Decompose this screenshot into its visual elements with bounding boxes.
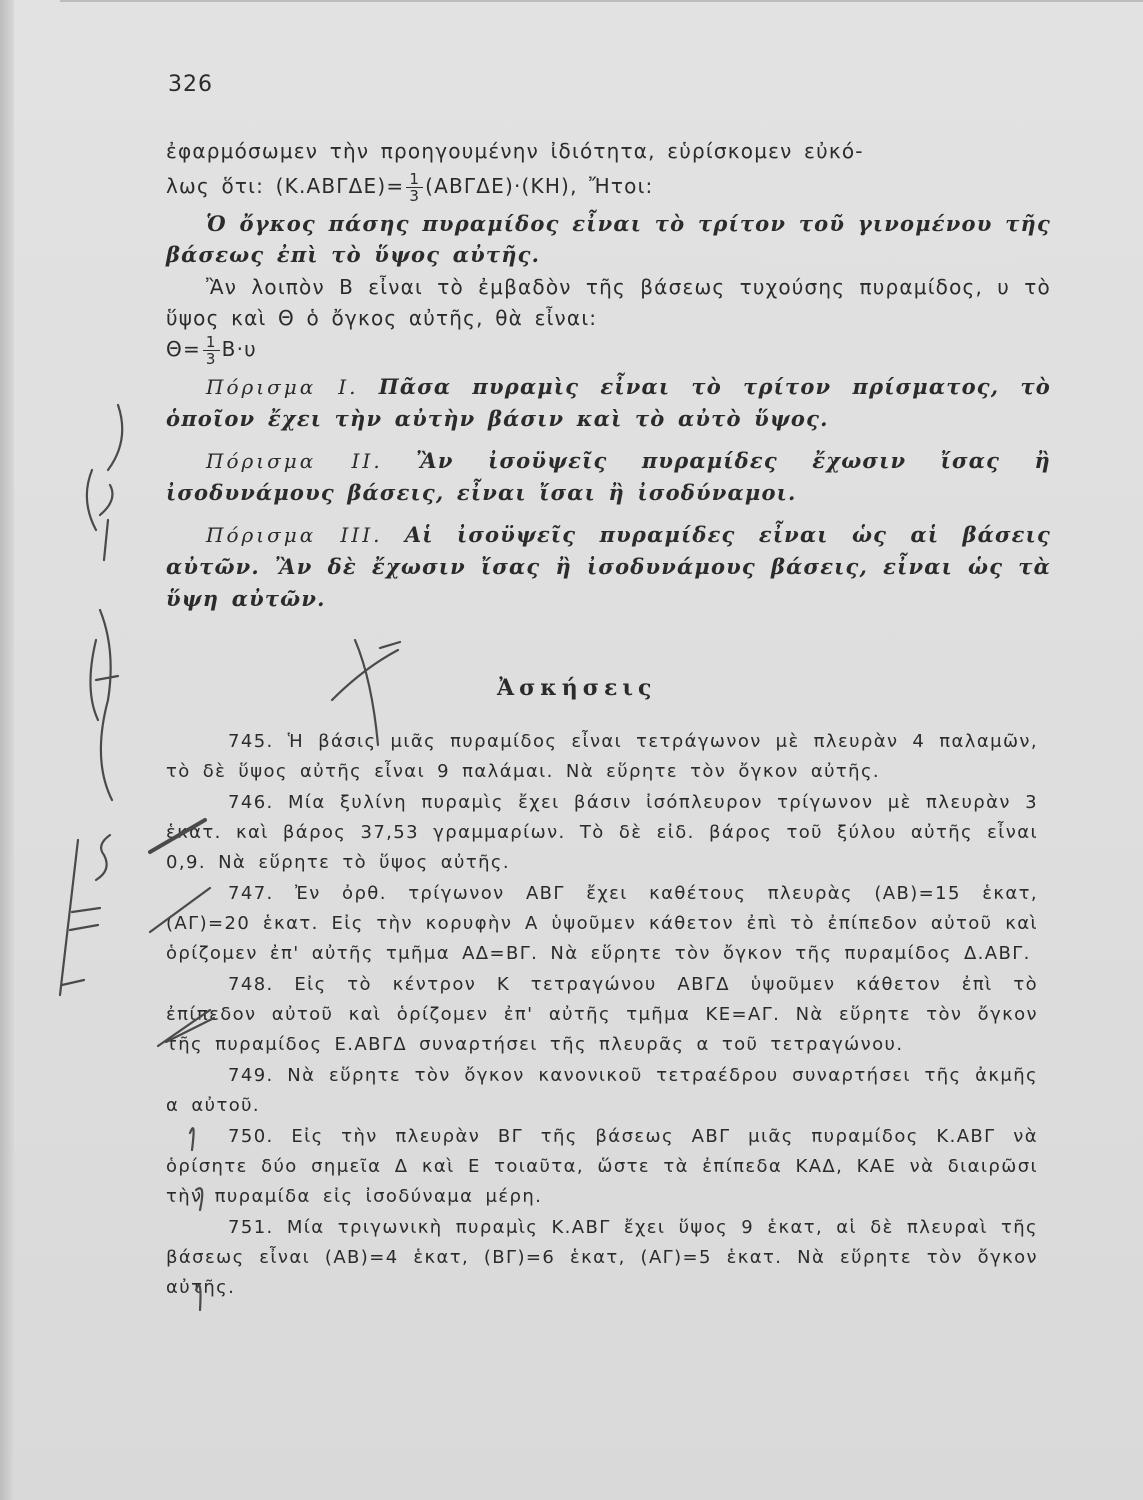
corollary-1-label: Πόρισμα Ι.	[206, 375, 359, 399]
exercise-tick-marks	[150, 820, 214, 1310]
corollary-1-text: Πᾶσα πυραμὶς εἶναι τὸ τρίτον πρίσματος, τὸ ὁποῖον ἔχει τὴν αὐτὴν βάσιν καὶ τὸ αὐτὸ ὕψος.	[166, 374, 1052, 431]
corollary-2-label: Πόρισμα ΙΙ.	[206, 449, 383, 473]
exercise-749: 749. Νὰ εὕρητε τὸν ὄγκον κανονικοῦ τετραέδρου συναρτήσει τῆς ἀκμῆς α αὐτοῦ.	[166, 1065, 1038, 1116]
exercise-750: 750. Εἰς τὴν πλευρὰν ΒΓ τῆς βάσεως ΑΒΓ μιᾶς πυραμίδος Κ.ΑΒΓ νὰ ὁρίσητε δύο σημεῖα Δ καὶ Ε τοιαῦτα, ὥστε τὰ ἐπίπεδα ΚΑΔ, ΚΑΕ νὰ διαιρῶσι τὴν πυραμίδα εἰς ἰσοδύναμα μέρη.	[166, 1126, 1038, 1207]
theorem-statement: Ὁ ὄγκος πάσης πυραμίδος εἶναι τὸ τρίτον τοῦ γινομένου τῆς βάσεως ἐπὶ τὸ ὕψος αὐτῆς.	[166, 211, 1051, 267]
intro-line-2-post: (ΑΒΓΔΕ)·(ΚΗ), Ἤτοι:	[425, 174, 654, 198]
corollary-3-text: Αἱ ἰσοϋψεῖς πυραμίδες εἶναι ὡς αἱ βάσεις αὐτῶν. Ἂν δὲ ἔχωσιν ἴσας ἢ ἰσοδυνάμους βάσεις, εἶναι ὡς τὰ ὕψη αὐτῶν.	[166, 522, 1051, 611]
exercises-heading: Ἀσκήσεις	[497, 675, 657, 701]
exercise-745: 745. Ἡ βάσις μιᾶς πυραμίδος εἶναι τετράγωνον μὲ πλευρὰν 4 παλαμῶν, τὸ δὲ ὕψος αὐτῆς εἶναι 9 παλάμαι. Νὰ εὕρητε τὸν ὄγκον αὐτῆς.	[166, 731, 1038, 782]
intro-fraction: $\frac{1}{3}$	[406, 171, 423, 204]
volume-paragraph: Ἂν λοιπὸν Β εἶναι τὸ ἐμβαδὸν τῆς βάσεως τυχούσης πυραμίδος, υ τὸ ὕψος καὶ Θ ὁ ὄγκος αὐτῆς, θὰ εἶναι:	[166, 275, 1051, 330]
formula-fraction: $\frac{1}{3}$	[203, 334, 220, 367]
heading-cross-mark	[332, 640, 400, 745]
exercise-748: 748. Εἰς τὸ κέντρον Κ τετραγώνου ΑΒΓΔ ὑψοῦμεν κάθετον ἐπὶ τὸ ἐπίπεδον αὐτοῦ καὶ ὁρίζομεν ἐπ' αὐτῆς τμῆμα ΚΕ=ΑΓ. Νὰ εὕρητε τὸν ὄγκον τῆς πυραμίδος Ε.ΑΒΓΔ συναρτήσει τῆς πλευρᾶς α τοῦ τετραγώνου.	[166, 974, 1038, 1055]
exercise-751: 751. Μία τριγωνικὴ πυραμὶς Κ.ΑΒΓ ἔχει ὕψος 9 ἑκατ, αἱ δὲ πλευραὶ τῆς βάσεως εἶναι (ΑΒ)=4 ἑκατ, (ΒΓ)=6 ἑκατ, (ΑΓ)=5 ἑκατ. Νὰ εὕρητε τὸν ὄγκον αὐτῆς.	[166, 1217, 1038, 1298]
intro-line-1: ἐφαρμόσωμεν τὴν προηγουμένην ἰδιότητα, εὑρίσκομεν εὐκό-	[166, 139, 864, 163]
corollary-3-label: Πόρισμα ΙΙΙ.	[206, 523, 383, 547]
volume-formula: Θ= $\frac{1}{3}$ Β·υ	[166, 333, 257, 368]
corollary-2-text: Ἂν ἰσοϋψεῖς πυραμίδες ἔχωσιν ἴσας ἢ ἰσοδυνάμους βάσεις, εἶναι ἴσαι ἢ ἰσοδύναμοι.	[166, 448, 1051, 505]
page-number: 326	[168, 72, 213, 97]
exercise-746: 746. Μία ξυλίνη πυραμὶς ἔχει βάσιν ἰσόπλευρον τρίγωνον μὲ πλευρὰν 3 ἑκατ. καὶ βάρος 37,53 γραμμαρίων. Τὸ δὲ εἰδ. βάρος τοῦ ξύλου αὐτῆς εἶναι 0,9. Νὰ εὕρητε τὸ ὕψος αὐτῆς.	[166, 792, 1038, 873]
intro-line-2-pre: λως ὅτι: (Κ.ΑΒΓΔΕ)=	[166, 174, 405, 198]
exercise-747: 747. Ἐν ὀρθ. τρίγωνον ΑΒΓ ἔχει καθέτους πλευρὰς (ΑΒ)=15 ἑκατ, (ΑΓ)=20 ἑκατ. Εἰς τὴν κορυφὴν Α ὑψοῦμεν κάθετον ἐπὶ τὸ ἐπίπεδον αὐτοῦ καὶ ὁρίζομεν ἐπ' αὐτῆς τμῆμα ΑΔ=ΒΓ. Νὰ εὕρητε τὸν ὄγκον τῆς πυραμίδος Δ.ΑΒΓ.	[166, 883, 1038, 964]
margin-handwritten-note	[60, 405, 122, 995]
